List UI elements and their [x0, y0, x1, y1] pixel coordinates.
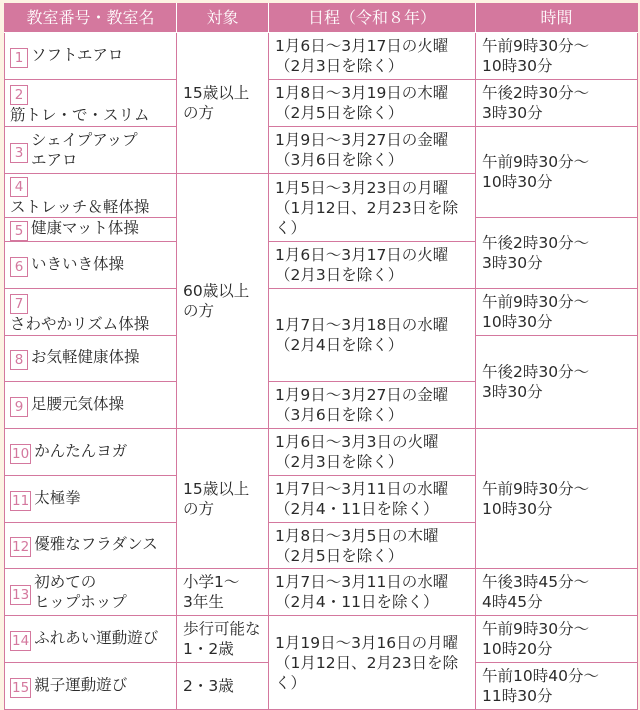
- schedule-cell: 1月6日～3月17日の火曜 （2月3日を除く）: [269, 33, 476, 80]
- time-cell: 午前9時30分～ 10時30分: [476, 127, 638, 218]
- class-name: いきいき体操: [31, 254, 125, 273]
- target-cell: 2・3歳: [177, 663, 269, 710]
- class-number: 6: [10, 257, 28, 277]
- class-cell: [5, 289, 177, 336]
- time-cell: 午前9時30分～ 10時30分: [476, 289, 638, 336]
- schedule-cell: 1月8日～3月5日の木曜 （2月5日を除く）: [269, 523, 476, 569]
- header-target: 対象: [177, 4, 269, 33]
- class-number: 2: [10, 85, 28, 105]
- target-cell: 小学1～ 3年生: [177, 569, 269, 616]
- time-cell: 午前10時40分～ 11時30分: [476, 663, 638, 710]
- class-name: 筋トレ・で・スリム: [10, 105, 150, 124]
- class-number: 15: [12, 679, 30, 696]
- class-name: 太極拳: [34, 488, 81, 507]
- class-number: 9: [10, 397, 28, 417]
- table-row: [5, 127, 638, 174]
- class-cell: [5, 127, 177, 174]
- target-cell: 15歳以上 の方: [177, 33, 269, 174]
- class-cell: [5, 218, 177, 242]
- class-number: 12: [12, 539, 30, 555]
- schedule-cell: 1月6日～3月3日の火曜 （2月3日を除く）: [269, 429, 476, 476]
- class-cell: [5, 663, 177, 710]
- class-cell: [5, 523, 177, 569]
- class-cell: [5, 174, 177, 218]
- class-name: さわやかリズム体操: [10, 314, 150, 333]
- schedule-cell: 1月7日～3月18日の水曜 （2月4日を除く）: [269, 289, 476, 382]
- class-cell: [5, 429, 177, 476]
- target-cell: 15歳以上 の方: [177, 429, 269, 569]
- header-class-name: 教室番号・教室名: [5, 4, 177, 33]
- time-cell: 午前9時30分～ 10時20分: [476, 616, 638, 663]
- table-row: [5, 429, 638, 476]
- time-cell: 午前9時30分～ 10時30分: [476, 429, 638, 569]
- time-cell: 午後2時30分～ 3時30分: [476, 218, 638, 289]
- class-name-line2: エアロ: [31, 151, 78, 169]
- class-number: 14: [12, 632, 30, 649]
- table-row: [5, 80, 638, 127]
- class-name: かんたんヨガ: [34, 441, 128, 460]
- class-schedule-table: [4, 3, 638, 710]
- header-time: 時間: [476, 4, 638, 33]
- class-number: 4: [10, 177, 28, 197]
- class-cell: [5, 242, 177, 289]
- class-name: 足腰元気体操: [31, 394, 125, 413]
- schedule-cell: 1月19日～3月16日の月曜 （1月12日、2月23日を除く）: [269, 616, 476, 710]
- class-number: 13: [12, 586, 30, 603]
- class-cell: [5, 382, 177, 429]
- time-cell: 午後2時30分～ 3時30分: [476, 80, 638, 127]
- target-cell: 歩行可能な 1・2歳: [177, 616, 269, 663]
- schedule-cell: 1月5日～3月23日の月曜 （1月12日、2月23日を除く）: [269, 174, 476, 242]
- class-name: ふれあい運動遊び: [34, 628, 159, 647]
- header-schedule: 日程（令和８年）: [269, 4, 476, 33]
- schedule-cell: 1月6日～3月17日の火曜 （2月3日を除く）: [269, 242, 476, 289]
- schedule-cell: 1月7日～3月11日の水曜 （2月4・11日を除く）: [269, 476, 476, 523]
- class-number: 5: [10, 221, 28, 241]
- class-name: 健康マット体操: [31, 219, 139, 237]
- class-cell: [5, 616, 177, 663]
- class-number: 1: [10, 48, 28, 68]
- class-number: 10: [12, 445, 30, 462]
- class-cell: [5, 80, 177, 127]
- class-name: お気軽健康体操: [31, 348, 140, 366]
- time-cell: 午後2時30分～ 3時30分: [476, 336, 638, 429]
- class-cell: [5, 569, 177, 616]
- class-name: 親子運動遊び: [34, 675, 128, 694]
- class-cell: [5, 33, 177, 80]
- class-number: 3: [10, 143, 28, 163]
- target-cell: 60歳以上 の方: [177, 174, 269, 429]
- class-name: 初めての: [34, 573, 97, 591]
- time-cell: 午後3時45分～ 4時45分: [476, 569, 638, 616]
- class-cell: [5, 476, 177, 523]
- class-name: ソフトエアロ: [31, 45, 124, 64]
- class-number: 7: [10, 294, 28, 314]
- class-name: ストレッチ＆軽体操: [10, 198, 150, 216]
- schedule-cell: 1月8日～3月19日の木曜 （2月5日を除く）: [269, 80, 476, 127]
- table-row: [5, 289, 638, 336]
- class-number: 8: [10, 350, 28, 370]
- schedule-cell: 1月9日～3月27日の金曜 （3月6日を除く）: [269, 382, 476, 429]
- table-row: [5, 33, 638, 80]
- class-name: シェイプアップ: [31, 131, 138, 149]
- class-number: 11: [12, 492, 30, 509]
- time-cell: 午前9時30分～ 10時30分: [476, 33, 638, 80]
- class-name: 優雅なフラダンス: [34, 535, 158, 553]
- class-cell: [5, 336, 177, 382]
- table-row: [5, 616, 638, 663]
- class-name-line2: ヒップホップ: [34, 593, 127, 611]
- table-row: [5, 569, 638, 616]
- schedule-cell: 1月7日～3月11日の水曜 （2月4・11日を除く）: [269, 569, 476, 616]
- header-row: [5, 4, 638, 33]
- schedule-cell: 1月9日～3月27日の金曜 （3月6日を除く）: [269, 127, 476, 174]
